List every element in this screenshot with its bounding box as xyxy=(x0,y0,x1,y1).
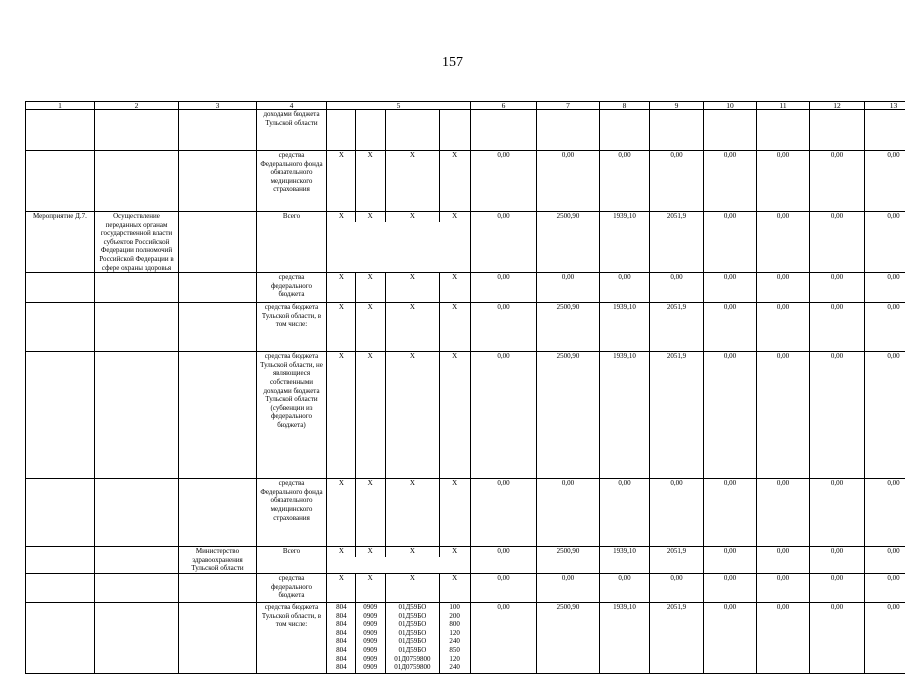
classification-codes-cell xyxy=(327,352,471,479)
code-part: X xyxy=(440,352,469,478)
budget-table xyxy=(25,101,905,674)
executor-cell xyxy=(179,352,257,479)
classification-codes-cell xyxy=(327,547,471,574)
classification-codes-cell xyxy=(327,602,471,673)
source-cell: средства федерального бюджета xyxy=(257,573,327,602)
header-row xyxy=(26,102,905,110)
source-cell: Всего xyxy=(257,547,327,574)
code-part xyxy=(328,110,356,150)
classification-codes-cell xyxy=(327,212,471,273)
event-cell xyxy=(26,151,95,212)
description-cell xyxy=(95,602,179,673)
table-row xyxy=(26,352,905,479)
code-part: X xyxy=(386,574,441,602)
value-cell: 2051,9 xyxy=(650,303,704,352)
description-cell xyxy=(95,573,179,602)
executor-cell xyxy=(179,110,257,151)
value-cell xyxy=(757,110,810,151)
header-cell: 12 xyxy=(810,102,865,110)
value-cell: 0,00 xyxy=(757,479,810,547)
header-cell: 1 xyxy=(26,102,95,110)
header-cell: 11 xyxy=(757,102,810,110)
value-cell: 0,00 xyxy=(865,151,905,212)
table-row xyxy=(26,212,905,273)
code-part: X xyxy=(440,547,469,557)
classification-codes-cell xyxy=(327,573,471,602)
header-cell: 7 xyxy=(537,102,600,110)
value-cell: 0,00 xyxy=(810,547,865,574)
code-part: X xyxy=(356,547,386,557)
value-cell: 0,00 xyxy=(865,352,905,479)
header-cell: 8 xyxy=(600,102,650,110)
source-cell: средства бюджета Тульской области, не являющиеся собственными доходами бюджета Тульской области (субвенции из федерального бюджета) xyxy=(257,352,327,479)
value-cell: 0,00 xyxy=(704,602,757,673)
code-part xyxy=(386,110,441,150)
value-cell: 2500,90 xyxy=(537,212,600,273)
value-cell: 0,00 xyxy=(650,573,704,602)
code-part: X xyxy=(328,273,356,302)
code-part xyxy=(440,110,469,150)
event-cell xyxy=(26,573,95,602)
value-cell: 0,00 xyxy=(600,573,650,602)
value-cell: 0,00 xyxy=(704,303,757,352)
value-cell: 0,00 xyxy=(704,151,757,212)
table-row xyxy=(26,273,905,303)
value-cell: 0,00 xyxy=(537,479,600,547)
code-part: 0909 0909 0909 0909 0909 0909 0909 0909 xyxy=(356,603,386,673)
source-cell: средства Федерального фонда обязательного медицинского страхования xyxy=(257,151,327,212)
classification-codes-cell xyxy=(327,151,471,212)
value-cell: 0,00 xyxy=(810,151,865,212)
table-row xyxy=(26,602,905,673)
value-cell: 0,00 xyxy=(810,352,865,479)
description-cell xyxy=(95,110,179,151)
code-part: X xyxy=(328,212,356,222)
value-cell: 0,00 xyxy=(810,602,865,673)
executor-cell xyxy=(179,602,257,673)
event-cell xyxy=(26,352,95,479)
source-cell: средства Федерального фонда обязательного медицинского страхования xyxy=(257,479,327,547)
value-cell: 0,00 xyxy=(650,151,704,212)
code-part: X xyxy=(328,574,356,602)
executor-cell: Министерство здравоохранения Тульской области xyxy=(179,547,257,574)
code-part: X xyxy=(356,303,386,351)
value-cell: 0,00 xyxy=(600,479,650,547)
code-part: X xyxy=(386,151,441,211)
table-row xyxy=(26,547,905,574)
code-part: X xyxy=(356,212,386,222)
value-cell: 1939,10 xyxy=(600,212,650,273)
description-cell xyxy=(95,273,179,303)
header-cell: 2 xyxy=(95,102,179,110)
value-cell: 1939,10 xyxy=(600,547,650,574)
event-cell xyxy=(26,110,95,151)
value-cell xyxy=(865,110,905,151)
value-cell: 2051,9 xyxy=(650,602,704,673)
classification-codes-cell xyxy=(327,303,471,352)
value-cell xyxy=(810,110,865,151)
header-cell: 4 xyxy=(257,102,327,110)
code-part xyxy=(356,110,386,150)
header-cell: 3 xyxy=(179,102,257,110)
code-part: 804 804 804 804 804 804 804 804 xyxy=(328,603,356,673)
classification-codes-cell xyxy=(327,273,471,303)
code-part: X xyxy=(356,574,386,602)
header-cell: 6 xyxy=(471,102,537,110)
event-cell xyxy=(26,303,95,352)
value-cell: 0,00 xyxy=(865,479,905,547)
code-part: X xyxy=(440,151,469,211)
value-cell: 0,00 xyxy=(471,273,537,303)
event-cell: Мероприятие Д.7. xyxy=(26,212,95,273)
code-part: X xyxy=(356,352,386,478)
value-cell: 0,00 xyxy=(757,547,810,574)
value-cell: 0,00 xyxy=(471,573,537,602)
value-cell: 0,00 xyxy=(471,547,537,574)
header-cell: 13 xyxy=(865,102,905,110)
value-cell: 0,00 xyxy=(600,273,650,303)
code-part: 100 200 800 120 240 850 120 240 xyxy=(440,603,469,673)
value-cell: 0,00 xyxy=(810,479,865,547)
value-cell: 0,00 xyxy=(757,303,810,352)
value-cell: 0,00 xyxy=(810,573,865,602)
value-cell: 0,00 xyxy=(704,479,757,547)
code-part: X xyxy=(440,303,469,351)
value-cell: 0,00 xyxy=(471,602,537,673)
value-cell: 0,00 xyxy=(537,273,600,303)
code-part: X xyxy=(328,352,356,478)
value-cell: 0,00 xyxy=(471,212,537,273)
value-cell: 0,00 xyxy=(865,602,905,673)
value-cell: 2500,90 xyxy=(537,303,600,352)
value-cell: 2500,90 xyxy=(537,352,600,479)
value-cell: 1939,10 xyxy=(600,352,650,479)
description-cell xyxy=(95,547,179,574)
value-cell: 0,00 xyxy=(757,151,810,212)
code-part: X xyxy=(440,212,469,222)
value-cell xyxy=(600,110,650,151)
code-part: X xyxy=(386,273,441,302)
header-cell: 9 xyxy=(650,102,704,110)
value-cell: 2500,90 xyxy=(537,547,600,574)
value-cell: 0,00 xyxy=(704,212,757,273)
value-cell: 0,00 xyxy=(704,573,757,602)
value-cell: 0,00 xyxy=(650,479,704,547)
value-cell: 2051,9 xyxy=(650,352,704,479)
value-cell xyxy=(650,110,704,151)
value-cell: 0,00 xyxy=(865,547,905,574)
value-cell: 0,00 xyxy=(810,303,865,352)
value-cell: 1939,10 xyxy=(600,303,650,352)
value-cell: 0,00 xyxy=(757,602,810,673)
classification-codes-cell xyxy=(327,110,471,151)
executor-cell xyxy=(179,151,257,212)
code-part: X xyxy=(356,151,386,211)
code-part: X xyxy=(386,352,441,478)
value-cell: 0,00 xyxy=(600,151,650,212)
description-cell: Осуществление переданных органам государственной власти субъектов Российской Федерации полномочий Российской Федерации в сфере охраны здоровья xyxy=(95,212,179,273)
value-cell: 0,00 xyxy=(471,479,537,547)
table-row xyxy=(26,110,905,151)
table-row xyxy=(26,573,905,602)
value-cell: 0,00 xyxy=(757,212,810,273)
table-row xyxy=(26,151,905,212)
event-cell xyxy=(26,479,95,547)
code-part: X xyxy=(328,479,356,546)
value-cell: 0,00 xyxy=(537,151,600,212)
value-cell xyxy=(704,110,757,151)
executor-cell xyxy=(179,303,257,352)
table-row xyxy=(26,479,905,547)
code-part: X xyxy=(386,479,441,546)
executor-cell xyxy=(179,479,257,547)
description-cell xyxy=(95,352,179,479)
value-cell: 0,00 xyxy=(865,212,905,273)
event-cell xyxy=(26,273,95,303)
code-part: X xyxy=(328,151,356,211)
classification-codes-cell xyxy=(327,479,471,547)
value-cell: 0,00 xyxy=(704,273,757,303)
code-part: X xyxy=(328,547,356,557)
table-row xyxy=(26,303,905,352)
description-cell xyxy=(95,479,179,547)
code-part: X xyxy=(440,479,469,546)
event-cell xyxy=(26,602,95,673)
executor-cell xyxy=(179,573,257,602)
value-cell: 0,00 xyxy=(757,273,810,303)
value-cell: 0,00 xyxy=(810,212,865,273)
source-cell: Всего xyxy=(257,212,327,273)
value-cell: 2500,90 xyxy=(537,602,600,673)
value-cell: 0,00 xyxy=(537,573,600,602)
header-cell: 10 xyxy=(704,102,757,110)
code-part: X xyxy=(386,547,441,557)
description-cell xyxy=(95,303,179,352)
source-cell: доходами бюджета Тульской области xyxy=(257,110,327,151)
value-cell: 0,00 xyxy=(704,547,757,574)
source-cell: средства бюджета Тульской области, в том числе: xyxy=(257,602,327,673)
code-part: 01Д59БО 01Д59БО 01Д59БО 01Д59БО 01Д59БО 01Д59БО 01Д0759800 01Д0759800 xyxy=(386,603,441,673)
page-number: 157 xyxy=(0,55,905,71)
code-part: X xyxy=(440,574,469,602)
source-cell: средства бюджета Тульской области, в том числе: xyxy=(257,303,327,352)
value-cell: 0,00 xyxy=(471,151,537,212)
value-cell: 0,00 xyxy=(865,273,905,303)
executor-cell xyxy=(179,212,257,273)
value-cell: 0,00 xyxy=(865,573,905,602)
value-cell xyxy=(537,110,600,151)
executor-cell xyxy=(179,273,257,303)
value-cell: 0,00 xyxy=(810,273,865,303)
value-cell: 0,00 xyxy=(757,573,810,602)
event-cell xyxy=(26,547,95,574)
code-part: X xyxy=(356,479,386,546)
source-cell: средства федерального бюджета xyxy=(257,273,327,303)
value-cell: 0,00 xyxy=(865,303,905,352)
code-part: X xyxy=(356,273,386,302)
value-cell: 0,00 xyxy=(471,303,537,352)
description-cell xyxy=(95,151,179,212)
value-cell xyxy=(471,110,537,151)
code-part: X xyxy=(328,303,356,351)
header-cell: 5 xyxy=(327,102,471,110)
value-cell: 2051,9 xyxy=(650,212,704,273)
value-cell: 0,00 xyxy=(471,352,537,479)
value-cell: 0,00 xyxy=(650,273,704,303)
value-cell: 2051,9 xyxy=(650,547,704,574)
value-cell: 0,00 xyxy=(704,352,757,479)
value-cell: 0,00 xyxy=(757,352,810,479)
code-part: X xyxy=(386,303,441,351)
code-part: X xyxy=(440,273,469,302)
value-cell: 1939,10 xyxy=(600,602,650,673)
code-part: X xyxy=(386,212,441,222)
